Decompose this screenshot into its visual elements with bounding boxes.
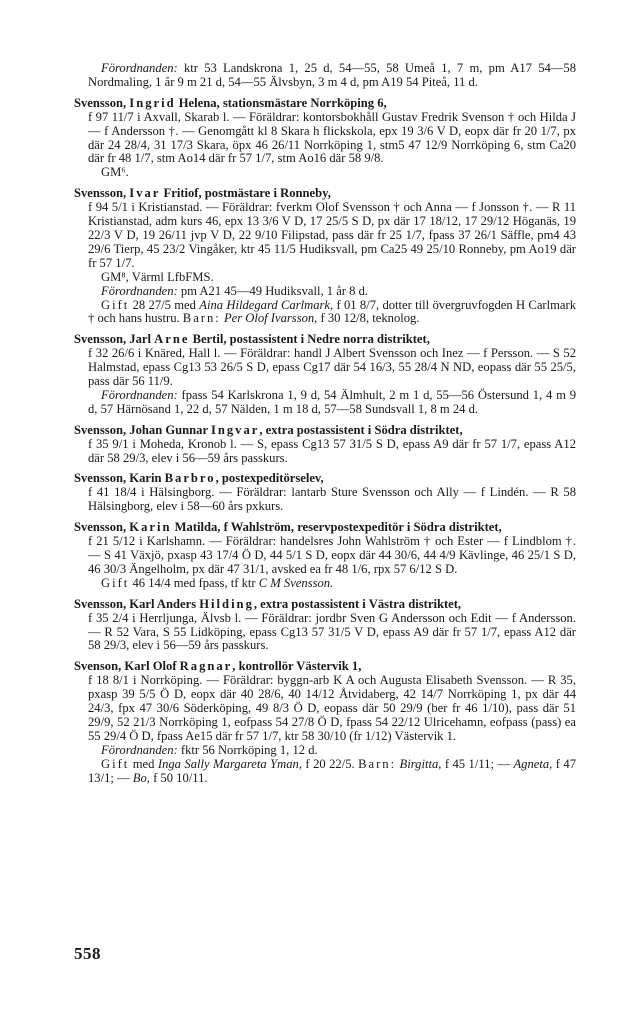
- entry-svenson-ragnar: [74, 660, 576, 785]
- heading-surname: Svensson,: [74, 186, 130, 201]
- entry-appointments: [74, 744, 576, 758]
- appointments-label: Förordnanden:: [101, 61, 178, 75]
- heading-title: , extra postassistent i Västra distriktet,: [253, 596, 462, 611]
- entry-body: f 35 9/1 i Moheda, Kronob l. — S, epass Cg13 57 31/5 S D, epass A9 där fr 57 1/7, epass A12 där 58 29/3, elev i 56—59 års passkurs.: [88, 436, 576, 465]
- entry-body: f 41 18/4 i Hälsingborg. — Föräldrar: lantarb Sture Svensson och Ally — f Lindén. — R 58 Hälsingborg, elev i 58—60 års pxkurs.: [88, 485, 576, 514]
- children-label: Barn:: [358, 756, 397, 771]
- entry-body: f 35 2/4 i Herrljunga, Älvsb l. — Föräldrar: jordbr Sven G Andersson och Edit — f Andersson. — R 52 Vara, S 55 Lidköping, epass Cg13 57 31/5 V D, epass A9 där fr 57 1/7, epass A12 där 58 29/3, elev i 56—59 års passkurs.: [88, 610, 576, 653]
- heading-given-name: Ivar: [129, 186, 161, 201]
- heading-surname: Svenson, Karl Olof: [74, 659, 180, 674]
- entry-svensson-ingvar: [74, 424, 576, 466]
- heading-given-name: Hilding: [199, 596, 254, 611]
- entry-honors: GM⁶.: [101, 165, 129, 180]
- marriage-details: f 20 22/5.: [301, 756, 359, 771]
- child-name: Per Olof Ivarsson,: [223, 311, 318, 326]
- entry-svensson-arne: [74, 333, 576, 416]
- heading-title: , postexpeditörselev,: [215, 471, 324, 486]
- children-label: Barn:: [182, 311, 221, 326]
- lead-in-text: [74, 62, 576, 90]
- child-name: Agneta,: [513, 756, 553, 771]
- entry-svensson-barbro: [74, 472, 576, 514]
- entry-marriage: [74, 577, 576, 591]
- page-number: 558: [74, 944, 101, 963]
- entry-heading: [74, 598, 576, 612]
- marriage-label: Gift: [101, 297, 130, 312]
- entry-marriage: [74, 299, 576, 327]
- heading-surname: Svensson, Jarl: [74, 332, 155, 347]
- spouse-name: Aina Hildegard Carlmark,: [199, 297, 334, 312]
- appointments-label: Förordnanden:: [101, 387, 178, 402]
- marriage-label: Gift: [101, 575, 130, 590]
- heading-given-name: Arne: [154, 332, 190, 347]
- heading-surname: Svensson,: [74, 520, 130, 535]
- entry-svensson-hilding: [74, 598, 576, 654]
- spouse-name: Inga Sally Margareta Yman,: [157, 756, 302, 771]
- entry-svensson-karin: [74, 521, 576, 591]
- entry-heading: [74, 333, 576, 347]
- spouse-name: C M Svensson.: [258, 575, 334, 590]
- entry-body: f 97 11/7 i Axvall, Skarab l. — Föräldrar: kontorsbokhåll Gustav Fredrik Svenson † och Hilda J — f Andersson †. — Genomgått kl 8 Skara h flickskola, epx 19 3/6 V D, eopx där fr 20 1/7, px där 24 28/4, 31 17/3 Skara, öpx 46 26/11 Norrköping 1, stm5 47 12/9 Norrköping 6, stm Ca20 där fr 48 1/7, stm Ao14 där fr 57 1/7, stm Ao16 där 58 9/8.: [88, 109, 576, 166]
- marriage-text: med: [132, 756, 158, 771]
- entry-body: f 21 5/12 i Karlshamn. — Föräldrar: handelsres John Wahlström † och Ester — f Lindblom †. — S 41 Växjö, pxasp 43 17/4 Ö D, 44 5/1 S D, eopx där 44 30/6, 44 4/9 Kävlinge, 46 25/1 S D, 46 30/3 Ängelholm, px där 47 31/1, avsked ea fr 48 1/6, rpx 57 6/12 S D.: [88, 534, 576, 576]
- marriage-text: 28 27/5 med: [132, 297, 200, 312]
- heading-title: Helena, stationsmästare Norrköping 6,: [175, 95, 387, 110]
- child-name: Bo,: [132, 770, 150, 785]
- entry-body: f 18 8/1 i Norrköping. — Föräldrar: byggn-arb K A och Augusta Elisabeth Svensson. — R 35, pxasp 39 5/5 Ö D, eopx där 40 28/6, 40 14/12 Åtvidaberg, 42 14/7 Norrköping 1, px där 44 24/3, fpx 47 30/6 Söderköping, 49 8/3 Ö D, eopass där 50 29/9 (ber fr 46 1/10), pass där 51 29/9, 52 21/3 Norrköping 1, eofpass 54 27/8 Ö D, fpass 54 22/12 Ulricehamn, eofpass (pass) ea 55 29/4 Ö D, fpass Ae15 där fr 57 1/7, ktr 58 30/10 (fr 1/12) Västervik 1.: [88, 673, 576, 743]
- marriage-details: f 01 8/7, dotter till övergruvfogden H Carlmark † och hans hustru.: [88, 297, 576, 326]
- heading-given-name: Ingvar: [210, 422, 260, 437]
- page-content: [74, 62, 576, 786]
- heading-title: Fritiof, postmästare i Ronneby,: [160, 186, 331, 201]
- appointments-label: Förordnanden:: [101, 742, 178, 757]
- child-details: f 50 10/11.: [149, 770, 208, 785]
- entry-heading: [74, 424, 576, 438]
- entry-heading: [74, 521, 576, 535]
- entry-heading: [74, 472, 576, 486]
- heading-surname: Svensson, Johan Gunnar: [74, 422, 211, 437]
- heading-surname: Svensson, Karl Anders: [74, 596, 200, 611]
- entry-body: f 32 26/6 i Knäred, Hall l. — Föräldrar: handl J Albert Svensson och Inez — f Persson. — S 52 Halmstad, epass Cg13 53 26/5 S D, epass Cg17 där 54 16/3, 55 28/4 N ND, eopass där 55 25/5, pass där 56 11/9.: [88, 346, 576, 389]
- entry-honors: GM⁸, Värml LfbFMS.: [101, 269, 214, 284]
- entry-appointments: [74, 389, 576, 417]
- heading-given-name: Ingrid: [129, 95, 176, 110]
- appointments-text: ktr 53 Landskrona 1, 25 d, 54—55, 58 Umeå 1, 7 m, pm A17 54—58 Nordmaling, 1 år 9 m 21 d, 54—55 Älvsbyn, 3 m 4 d, pm A19 54 Piteå, 11 d.: [88, 61, 576, 89]
- marriage-text: 46 14/4 med fpass, tf ktr: [132, 575, 259, 590]
- entry-heading: [74, 97, 576, 111]
- lead-in-continuation: [74, 62, 576, 90]
- entry-appointments: [74, 285, 576, 299]
- child-details: f 47 13/1; —: [88, 756, 576, 785]
- heading-surname: Svensson, Karin: [74, 471, 165, 486]
- child-details: f 45 1/11; —: [441, 756, 514, 771]
- entry-svensson-ingrid: [74, 97, 576, 180]
- heading-given-name: Barbro: [164, 471, 216, 486]
- appointments-label: Förordnanden:: [101, 283, 178, 298]
- heading-surname: Svensson,: [74, 95, 130, 110]
- entry-svensson-ivar: [74, 187, 576, 326]
- entry-heading: [74, 187, 576, 201]
- appointments-text: fpass 54 Karlskrona 1, 9 d, 54 Älmhult, 2 m 1 d, 55—56 Östersund 1, 4 m 9 d, 57 Härnösand 1, 22 d, 57 Nälden, 1 m 18 d, 57—58 Sundsvall 1, 8 m 24 d.: [88, 387, 576, 416]
- heading-title: , kontrollör Västervik 1,: [232, 659, 362, 674]
- appointments-text: fktr 56 Norrköping 1, 12 d.: [180, 742, 318, 757]
- heading-title: Matilda, f Wahlström, reservpostexpeditör i Södra distriktet,: [171, 520, 502, 535]
- appointments-text: pm A21 45—49 Hudiksvall, 1 år 8 d.: [180, 283, 369, 298]
- entry-heading: [74, 660, 576, 674]
- child-details: f 30 12/8, teknolog.: [317, 311, 420, 326]
- heading-given-name: Ragnar: [179, 659, 233, 674]
- heading-title: , extra postassistent i Södra distriktet,: [259, 422, 463, 437]
- heading-given-name: Karin: [129, 520, 172, 535]
- marriage-label: Gift: [101, 756, 130, 771]
- child-name: Birgitta,: [399, 756, 442, 771]
- heading-title: Bertil, postassistent i Nedre norra distriktet,: [189, 332, 430, 347]
- entry-body: f 94 5/1 i Kristianstad. — Föräldrar: fverkm Olof Svensson † och Anna — f Jonsson †. — R 11 Kristianstad, adm kurs 46, epx 13 3/6 V D, 17 25/5 S D, px där 17 18/12, 17 29/12 Höganäs, 19 22/3 V D, 19 26/11 jvp V D, 22 9/10 Filipstad, pass där fr 25 1/7, fpass 37 26/1 Säffle, pm4 43 29/6 Tierp, 45 23/2 Vingåker, ktr 45 11/5 Hudiksvall, pm Ca25 49 25/10 Ronneby, pm Ao19 där fr 57 1/7.: [88, 200, 576, 270]
- entry-marriage: [74, 758, 576, 786]
